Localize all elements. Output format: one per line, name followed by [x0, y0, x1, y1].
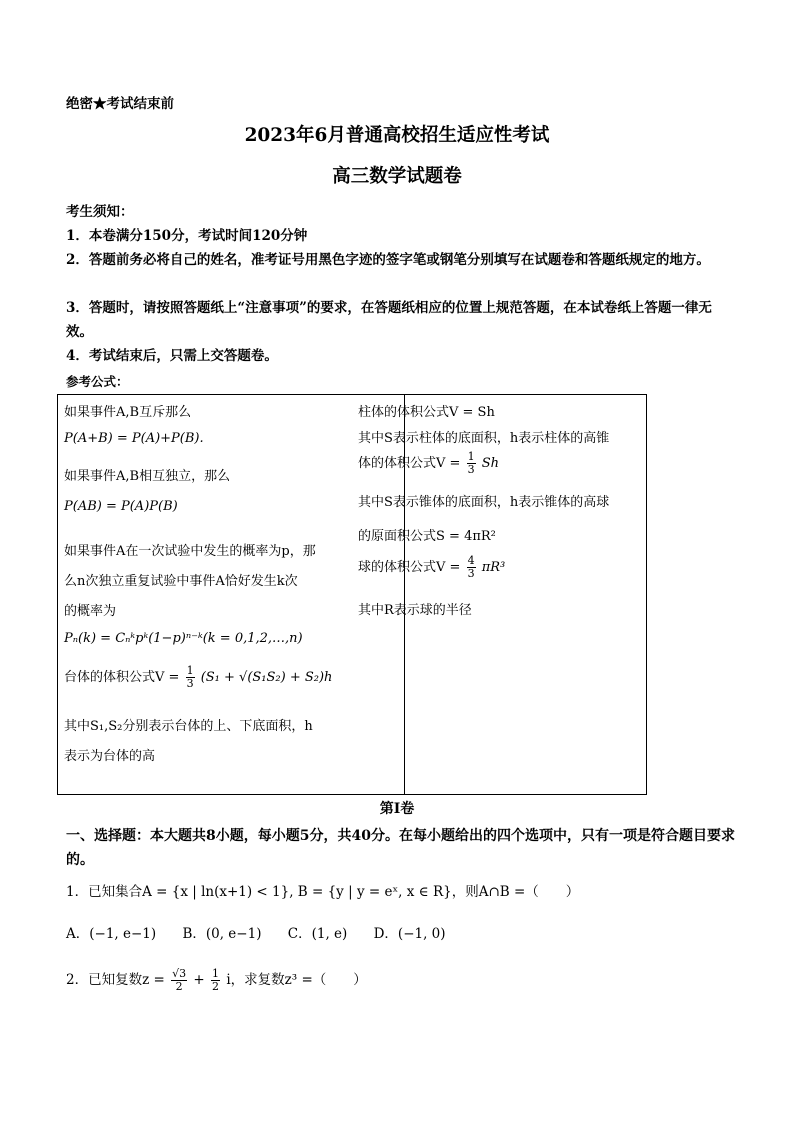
formula-table [57, 394, 647, 795]
notice-item-4: 4．考试结束后，只需上交答题卷。 [66, 348, 278, 364]
sphere-den: 3 [467, 567, 475, 580]
question-1-options [66, 922, 468, 942]
reference-label: 参考公式： [66, 374, 129, 389]
cone-volume [358, 451, 644, 476]
sphere-fraction [467, 555, 476, 580]
frustum-num: 1 [186, 664, 194, 677]
mutex-formula: P(A+B) = P(A)+P(B). [64, 431, 204, 446]
exam-title: 2023年6月普通高校招生适应性考试 [244, 125, 550, 146]
binomial-text-3: 的概率为 [64, 604, 117, 619]
cone-num: 1 [467, 450, 475, 463]
frustum-prefix: 台体的体积公式V = [64, 670, 180, 685]
option-b[interactable]: B．(0, e−1) [182, 926, 262, 942]
q2-num-2: 1 [212, 967, 220, 980]
frustum-den: 3 [186, 677, 194, 690]
cone-suffix: Sh [481, 456, 499, 471]
binomial-text-2: 么n次独立重复试验中事件A恰好发生k次 [64, 574, 298, 589]
sphere-volume [358, 555, 644, 580]
volume-title: 第Ⅰ卷 [379, 801, 415, 817]
notice-item-1: 1．本卷满分150分，考试时间120分钟 [66, 228, 308, 244]
cone-den: 3 [467, 463, 475, 476]
frustum-expression: (S₁ + √(S₁S₂) + S₂)h [200, 670, 333, 685]
q2-prefix: 2．已知复数z = [66, 972, 165, 988]
q2-fraction-2 [211, 968, 220, 993]
sphere-note: 其中R表示球的半径 [358, 603, 472, 618]
binomial-formula: Pₙ(k) = Cₙᵏpᵏ(1−p)ⁿ⁻ᵏ(k = 0,1,2,…,n) [64, 631, 303, 646]
sphere-num: 4 [467, 554, 475, 567]
notice-heading: 考生须知： [66, 204, 134, 220]
section-1-heading: 一、选择题：本大题共8小题，每小题5分，共40分。在每小题给出的四个选项中，只有一项是符合题目要求的。 [66, 828, 735, 868]
sphere-suffix: πR³ [481, 560, 506, 575]
frustum-volume-formula [64, 665, 350, 690]
option-d[interactable]: D．(−1, 0) [373, 926, 446, 942]
q2-suffix: i，求复数z³ =（ ） [226, 972, 367, 988]
frustum-note-2: 表示为台体的高 [64, 749, 156, 764]
q2-den-2: 2 [212, 980, 220, 993]
sphere-area: 的原面积公式S = 4πR² [358, 529, 496, 544]
independent-formula: P(AB) = P(A)P(B) [64, 499, 178, 514]
sphere-prefix: 球的体积公式V = [358, 560, 461, 575]
cone-prefix: 体的体积公式V = [358, 456, 461, 471]
exam-subtitle: 高三数学试题卷 [332, 166, 462, 187]
question-2-stem [66, 968, 367, 993]
notice-item-3: 3．答题时，请按照答题纸上“注意事项”的要求，在答题纸相应的位置上规范答题，在本试卷纸上答题一律无效。 [66, 300, 712, 340]
independent-text: 如果事件A,B相互独立，那么 [64, 469, 231, 484]
notice-item-2: 2．答题前务必将自己的姓名，准考证号用黑色字迹的签字笔或钢笔分别填写在试题卷和答题纸规定的地方。 [66, 252, 710, 268]
binomial-text-1: 如果事件A在一次试验中发生的概率为p，那 [64, 544, 316, 559]
q2-plus: + [193, 972, 205, 988]
mutex-text: 如果事件A,B互斥那么 [64, 405, 192, 420]
prism-note: 其中S表示柱体的底面积，h表示柱体的高锥 [358, 431, 610, 446]
q2-num-1: √3 [172, 967, 187, 980]
q2-den-1: 2 [175, 980, 183, 993]
q2-fraction-1 [171, 968, 187, 993]
frustum-note-1: 其中S₁,S₂分别表示台体的上、下底面积，h [64, 719, 313, 734]
option-c[interactable]: C．(1, e) [287, 926, 348, 942]
option-a[interactable]: A．(−1, e−1) [66, 926, 157, 942]
confidential-mark: 绝密★考试结束前 [66, 96, 174, 112]
prism-volume: 柱体的体积公式V = Sh [358, 405, 495, 420]
question-1-stem: 1．已知集合A = {x | ln(x+1) < 1}, B = {y | y = eˣ, x ∈ R}，则A∩B =（ ） [66, 884, 580, 900]
frustum-fraction [186, 665, 195, 690]
cone-note: 其中S表示锥体的底面积，h表示锥体的高球 [358, 495, 610, 510]
cone-fraction [467, 451, 476, 476]
